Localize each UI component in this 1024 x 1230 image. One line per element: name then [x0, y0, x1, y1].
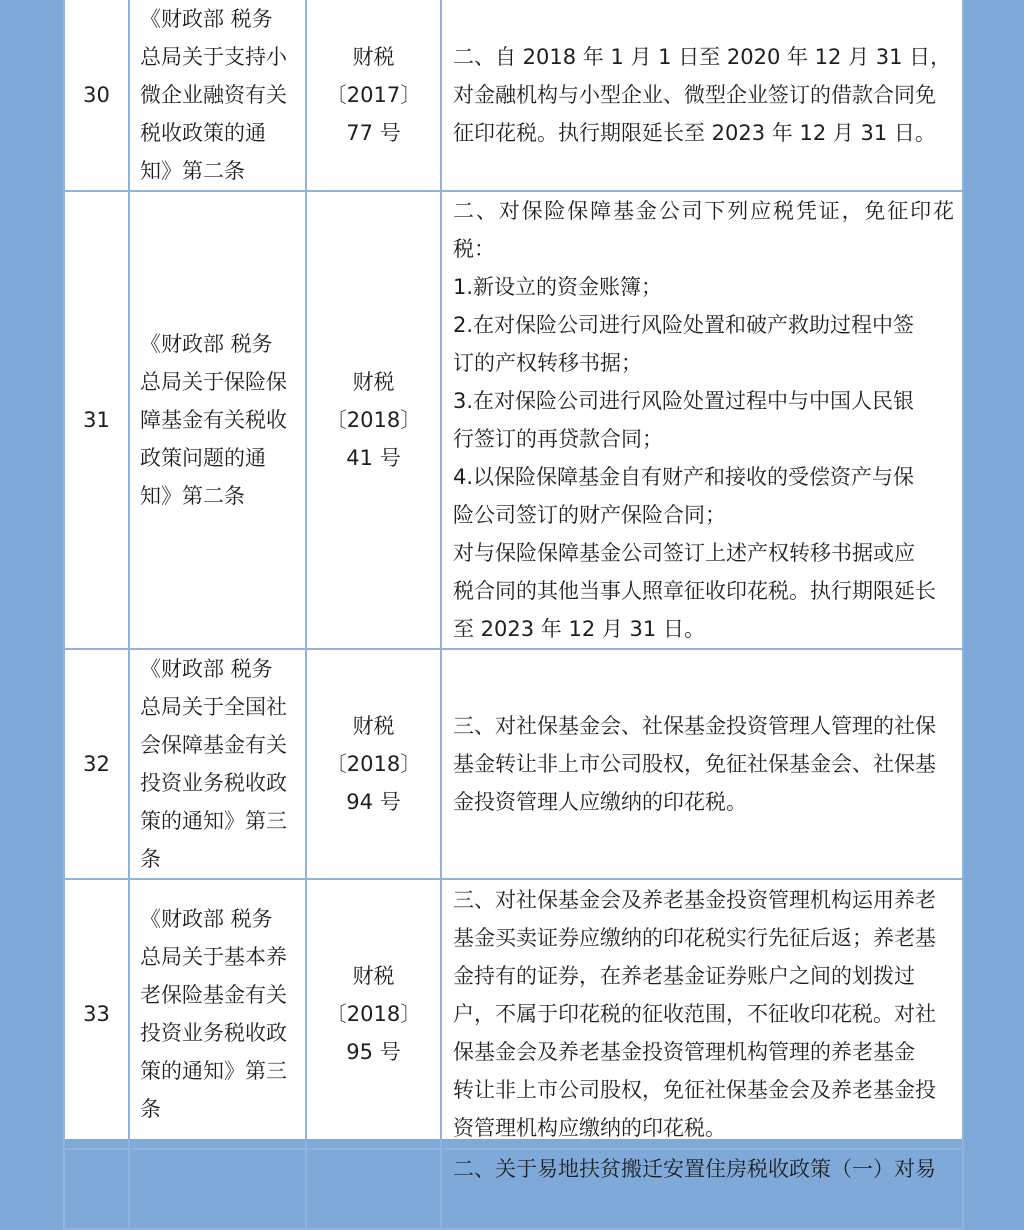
document-code-line: 95 号 — [346, 1040, 401, 1064]
document-code-cell — [306, 0, 441, 191]
document-name-line: 条 — [140, 1097, 161, 1121]
document-name-line: 策的通知》第三 — [140, 1059, 287, 1083]
row-number: 30 — [83, 83, 110, 107]
document-name-line: 知》第二条 — [140, 484, 245, 508]
policy-content-cell — [441, 649, 963, 879]
document-name-line: 策的通知》第三 — [140, 809, 287, 833]
document-name-cell — [129, 879, 306, 1149]
document-code-line: 77 号 — [346, 121, 401, 145]
policy-content-line: 保基金会及养老基金投资管理机构管理的养老基金 — [453, 1040, 915, 1064]
policy-content-line: 基金买卖证券应缴纳的印花税实行先征后返；养老基 — [453, 926, 936, 950]
document-name-line: 投资业务税收政 — [140, 771, 287, 795]
document-code-line: 财税 — [352, 370, 395, 394]
policy-content-line: 4.以保险保障基金自有财产和接收的受偿资产与保 — [453, 465, 915, 489]
document-name-line: 知》第二条 — [140, 159, 245, 183]
row-number-cell — [64, 649, 129, 879]
document-name-line: 总局关于支持小 — [140, 45, 287, 69]
table-body — [64, 0, 963, 1229]
policy-content-line: 1.新设立的资金账簿； — [453, 275, 663, 299]
policy-content-line: 户，不属于印花税的征收范围，不征收印花税。对社 — [453, 1002, 936, 1026]
document-code-cell — [306, 649, 441, 879]
document-page — [63, 0, 962, 1181]
table-row — [64, 191, 963, 649]
table-row — [64, 649, 963, 879]
document-code-line: 41 号 — [346, 446, 401, 470]
policy-content-line: 险公司签订的财产保险合同； — [453, 503, 726, 527]
policy-content-line: 三、对社保基金会、社保基金投资管理人管理的社保 — [453, 714, 936, 738]
policy-content-cell — [441, 191, 963, 649]
policy-content-line: 订的产权转移书据； — [453, 351, 642, 375]
document-name-line: 会保障基金有关 — [140, 733, 287, 757]
document-name-line: 《财政部 税务 — [140, 332, 273, 356]
document-name-line: 老保险基金有关 — [140, 983, 287, 1007]
document-code-line: 〔2018〕 — [325, 1002, 422, 1026]
document-name-line: 投资业务税收政 — [140, 1021, 287, 1045]
policy-content-line: 行签订的再贷款合同； — [453, 427, 663, 451]
document-code-cell — [306, 1149, 441, 1229]
policy-content-line: 金投资管理人应缴纳的印花税。 — [453, 790, 747, 814]
table-row — [64, 0, 963, 191]
document-code-line: 〔2018〕 — [325, 408, 422, 432]
row-number-cell — [64, 0, 129, 191]
document-name-line: 《财政部 税务 — [140, 7, 273, 31]
document-name-line: 税收政策的通 — [140, 121, 266, 145]
table-row — [64, 1149, 963, 1229]
document-code-line: 〔2017〕 — [325, 83, 422, 107]
policy-content-cell — [441, 879, 963, 1149]
policy-content-line: 二、对保险保障基金公司下列应税凭证，免征印花税： — [453, 199, 954, 261]
policy-content-line: 三、对社保基金会及养老基金投资管理机构运用养老 — [453, 888, 936, 912]
document-name-cell — [129, 649, 306, 879]
document-code-line: 财税 — [352, 714, 395, 738]
policy-content-line: 基金转让非上市公司股权，免征社保基金会、社保基 — [453, 752, 936, 776]
document-name-line: 条 — [140, 847, 161, 871]
policy-content-line: 征印花税。执行期限延长至 2023 年 12 月 31 日。 — [453, 121, 936, 145]
policy-content-line: 二、关于易地扶贫搬迁安置住房税收政策（一）对易 — [453, 1157, 936, 1181]
document-name-line: 总局关于全国社 — [140, 695, 287, 719]
policy-content-line: 对与保险保障基金公司签订上述产权转移书据或应 — [453, 541, 915, 565]
document-code-cell — [306, 879, 441, 1149]
document-code-line: 财税 — [352, 964, 395, 988]
policy-content-cell — [441, 0, 963, 191]
policy-content-line: 资管理机构应缴纳的印花税。 — [453, 1116, 726, 1140]
table-row — [64, 879, 963, 1149]
row-number-cell — [64, 1149, 129, 1229]
policy-content-line: 金持有的证券，在养老基金证券账户之间的划拨过 — [453, 964, 915, 988]
policy-content-line: 2.在对保险公司进行风险处置和破产救助过程中签 — [453, 313, 915, 337]
policy-content-line: 3.在对保险公司进行风险处置过程中与中国人民银 — [453, 389, 915, 413]
document-code-cell — [306, 191, 441, 649]
policy-content-line: 至 2023 年 12 月 31 日。 — [453, 617, 705, 641]
policy-content-line: 二、自 2018 年 1 月 1 日至 2020 年 12 月 31 日， — [453, 45, 952, 69]
document-name-line: 《财政部 税务 — [140, 907, 273, 931]
policy-content-cell — [441, 1149, 963, 1229]
row-number-cell — [64, 879, 129, 1149]
row-number: 32 — [83, 752, 110, 776]
document-code-line: 〔2018〕 — [325, 752, 422, 776]
row-number: 33 — [83, 1002, 110, 1026]
document-name-cell — [129, 1149, 306, 1229]
document-name-line: 政策问题的通 — [140, 446, 266, 470]
document-name-line: 总局关于保险保 — [140, 370, 287, 394]
policy-content-line: 税合同的其他当事人照章征收印花税。执行期限延长 — [453, 579, 936, 603]
document-name-cell — [129, 191, 306, 649]
document-name-line: 障基金有关税收 — [140, 408, 287, 432]
policy-content-line: 转让非上市公司股权，免征社保基金会及养老基金投 — [453, 1078, 936, 1102]
document-name-line: 《财政部 税务 — [140, 657, 273, 681]
document-name-line: 总局关于基本养 — [140, 945, 287, 969]
document-code-line: 财税 — [352, 45, 395, 69]
document-name-cell — [129, 0, 306, 191]
row-number-cell — [64, 191, 129, 649]
policy-content-line: 对金融机构与小型企业、微型企业签订的借款合同免 — [453, 83, 936, 107]
row-number: 31 — [83, 408, 110, 432]
tax-policy-table — [63, 0, 964, 1230]
document-code-line: 94 号 — [346, 790, 401, 814]
document-name-line: 微企业融资有关 — [140, 83, 287, 107]
